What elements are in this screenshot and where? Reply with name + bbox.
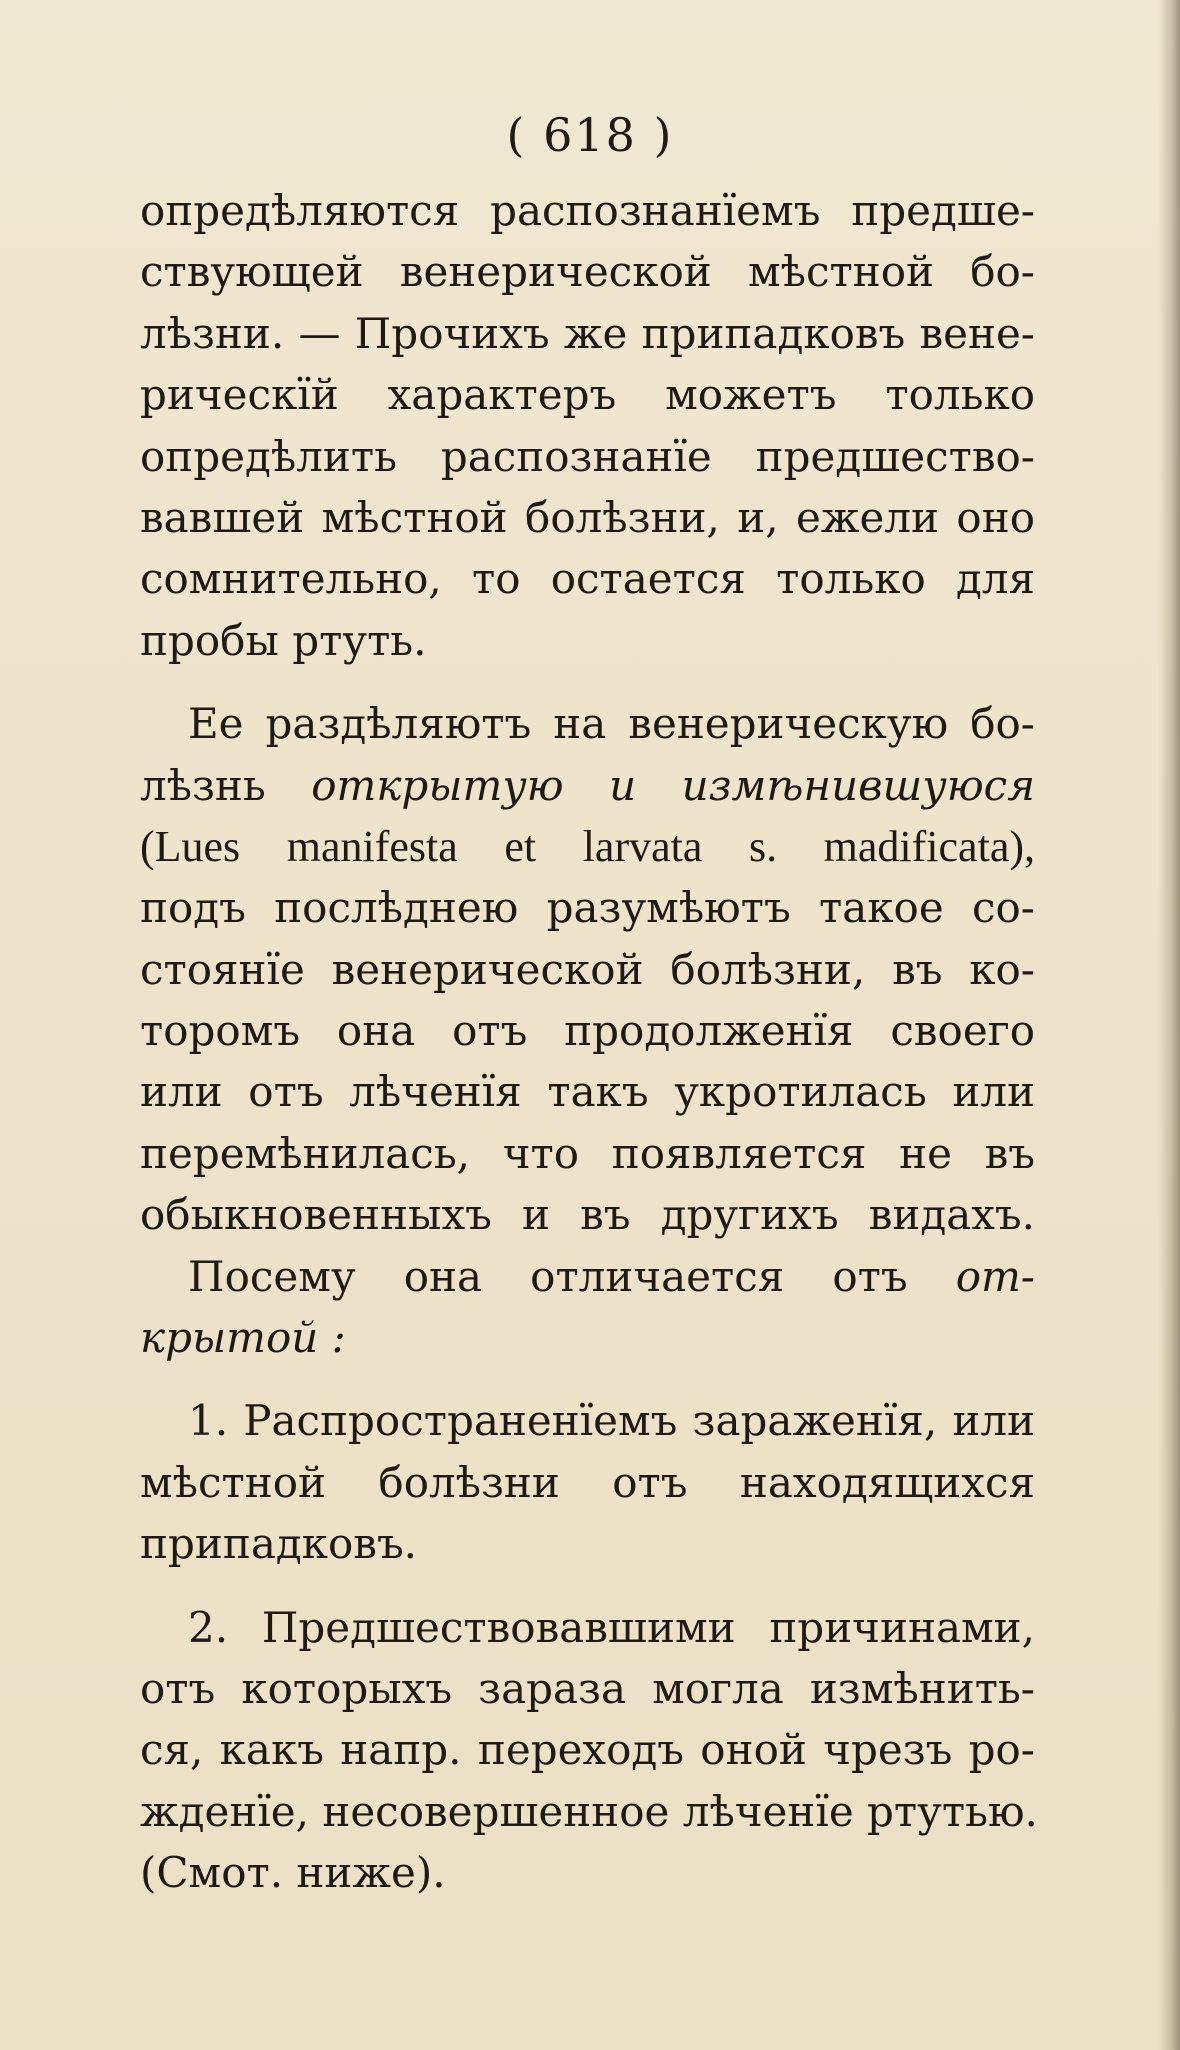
text-line: вавшей мѣстной болѣзни, и, ежели оно [140,492,1035,542]
latin-term-line: (Lues manifesta et larvata s. madificata), [140,821,1035,871]
text-line: торомъ она отъ продолженїя своего [140,1006,1035,1056]
text-line: ствующей венерической мѣстной бо- [140,247,1035,297]
numbered-item-line: 1. Распространенїемъ зараженїя, или [188,1396,1035,1446]
text-line: или отъ лѣченїя такъ укротилась или [140,1067,1035,1117]
page-body-text [140,180,1038,1904]
italic-conjunction: и [609,760,637,810]
text-line: опредѣляются распознанїемъ предше- [140,186,1035,235]
text-line: обыкновенныхъ и въ другихъ видахъ. [140,1190,1035,1240]
italic-term-line: крытой : [140,1313,346,1363]
text-line-mixed [140,755,1035,816]
page-edge-shadow [1158,0,1180,2050]
text-fragment: Посему она отличается отъ [188,1251,908,1301]
numbered-item-line: 2. Предшествовавшими причинами, [188,1602,1035,1652]
paragraph-gap [140,1575,1035,1597]
text-line: опредѣлить распознанїе предшество- [140,431,1035,481]
italic-term: измѣнившуюся [681,760,1036,810]
paragraph-gap [140,1368,1035,1390]
text-line-mixed [140,1246,1035,1307]
text-line: отъ которыхъ зараза могла измѣнить- [140,1663,1035,1713]
page-number: ( 618 ) [506,108,674,162]
text-line: подъ послѣднею разумѣютъ такое со- [140,883,1035,933]
italic-term: открытую [311,760,564,810]
text-line: пробы ртуть. [140,615,427,665]
text-line: лѣзни. — Прочихъ же припадковъ вене- [140,308,1035,358]
text-line: ся, какъ напр. переходъ оной чрезъ ро- [140,1725,1035,1775]
text-line: перемѣнилась, что появляется не въ [140,1128,1035,1178]
text-line: жденїе, несовершенное лѣченїе ртутью. [140,1786,1038,1836]
text-line: рическїй характеръ можетъ только [140,370,1035,420]
italic-term: от- [955,1251,1035,1301]
text-line: (Смот. ниже). [140,1848,446,1898]
text-fragment: лѣзнь [140,760,266,810]
text-line: припадковъ. [140,1519,418,1569]
text-line: мѣстной болѣзни отъ находящихся [140,1457,1035,1507]
text-line: сомнительно, то остается только для [140,554,1035,604]
text-line: стоянїе венерической болѣзни, въ ко- [140,944,1035,994]
text-line: Ее раздѣляютъ на венерическую бо- [188,699,1035,749]
paragraph-gap [140,671,1035,693]
